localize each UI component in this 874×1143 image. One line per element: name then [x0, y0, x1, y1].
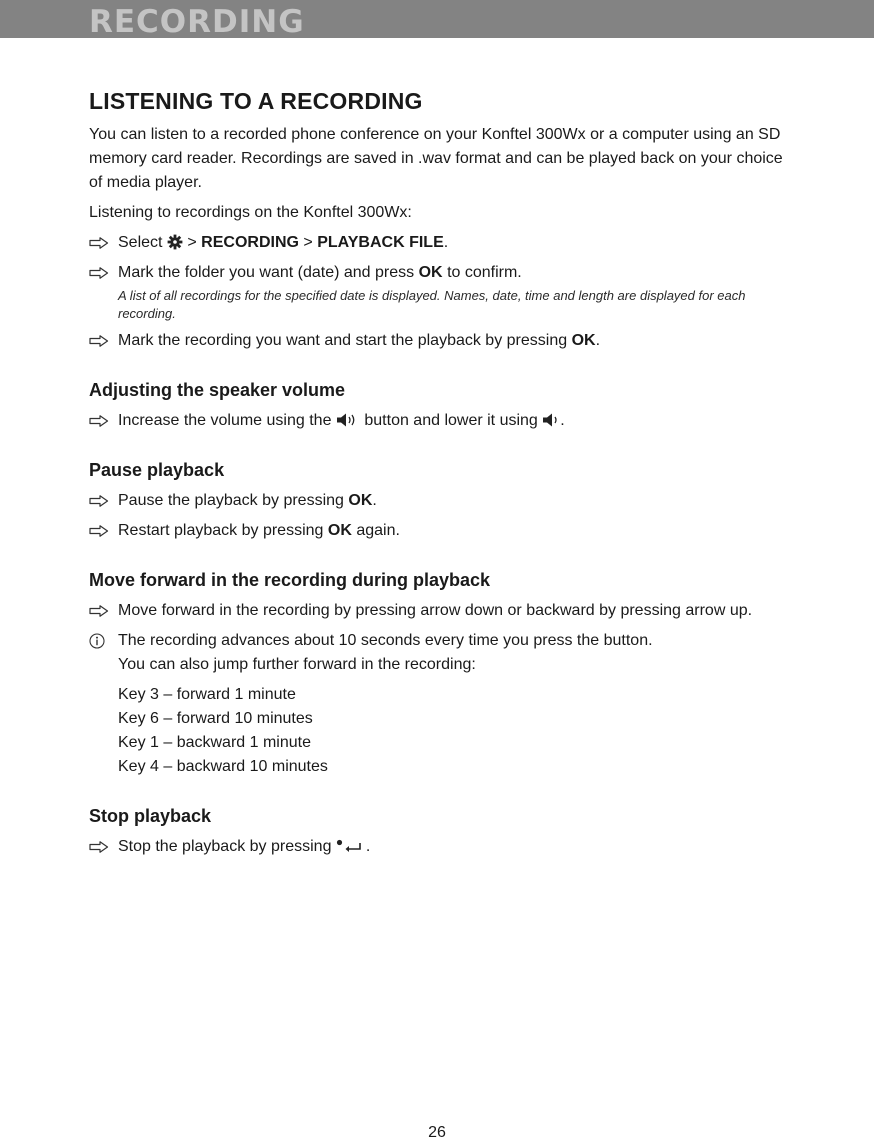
- step-text: Stop the playback by pressing: [118, 838, 332, 855]
- arrow-right-icon: [89, 841, 109, 853]
- step-text: Move forward in the recording by pressing arrow down or backward by pressing arrow up.: [118, 602, 753, 619]
- step-pause: [89, 489, 789, 513]
- step-text: button and lower it using: [364, 412, 538, 429]
- arrow-right-icon: [89, 335, 109, 347]
- volume-down-icon: [542, 412, 560, 428]
- ok-key: OK: [327, 522, 352, 539]
- header-bar: [0, 0, 874, 38]
- step-text: Mark the recording you want and start the playback by pressing: [118, 332, 568, 349]
- page-title: LISTENING TO A RECORDING: [89, 88, 423, 114]
- step-text: Restart playback by pressing: [118, 522, 324, 539]
- menu-recording: RECORDING: [201, 234, 299, 251]
- step-select-playback: [89, 231, 789, 255]
- info-text: The recording advances about 10 seconds every time you press the button.: [118, 632, 653, 649]
- step-text: Increase the volume using the: [118, 412, 332, 429]
- step-start-playback: [89, 329, 789, 353]
- step-stop: [89, 835, 789, 859]
- step-text: Select: [118, 234, 163, 251]
- section-heading-forward: Move forward in the recording during playback: [89, 570, 491, 590]
- info-text: You can also jump further forward in the recording:: [118, 656, 476, 673]
- key-list: [89, 683, 789, 779]
- main-content: [89, 85, 789, 859]
- arrow-right-icon: [89, 495, 109, 507]
- arrow-right-icon: [89, 605, 109, 617]
- step-punct: .: [365, 838, 371, 855]
- key-item: Key 1 – backward 1 minute: [118, 734, 311, 751]
- info-note: [89, 629, 789, 677]
- arrow-right-icon: [89, 415, 109, 427]
- ok-key: OK: [418, 264, 443, 281]
- page-number: 26: [428, 1124, 446, 1141]
- key-item: Key 4 – backward 10 minutes: [118, 758, 328, 775]
- section-heading-volume: Adjusting the speaker volume: [89, 380, 346, 400]
- menu-separator: >: [303, 234, 313, 251]
- intro-paragraph: You can listen to a recorded phone conference on your Konftel 300Wx or a computer using an SD memory card reader. Recordings are saved in .wav format and can be played back on your choice of media player.: [89, 126, 783, 191]
- step-mark-folder: [89, 261, 789, 285]
- step-punct: .: [372, 492, 377, 509]
- section-heading-pause: Pause playback: [89, 460, 225, 480]
- volume-up-icon: [336, 412, 360, 428]
- step-punct: .: [443, 234, 449, 251]
- intro-subtitle: Listening to recordings on the Konftel 300Wx:: [89, 204, 412, 221]
- step-text: Pause the playback by pressing: [118, 492, 344, 509]
- step-punct: .: [595, 332, 601, 349]
- arrow-right-icon: [89, 237, 109, 249]
- header-title: RECORDING: [89, 4, 305, 40]
- ok-key: OK: [571, 332, 596, 349]
- step-note: A list of all recordings for the specified date is displayed. Names, date, time and length are displayed for each recording.: [118, 288, 746, 321]
- step-restart: [89, 519, 789, 543]
- arrow-right-icon: [89, 525, 109, 537]
- step-text: Mark the folder you want (date) and press: [118, 264, 415, 281]
- back-key-icon: [336, 838, 366, 854]
- step-punct: .: [560, 412, 565, 429]
- ok-key: OK: [348, 492, 373, 509]
- step-text: to confirm.: [447, 264, 522, 281]
- key-item: Key 3 – forward 1 minute: [118, 686, 296, 703]
- step-forward: [89, 599, 789, 623]
- arrow-right-icon: [89, 267, 109, 279]
- info-icon: [89, 633, 105, 649]
- menu-playback-file: PLAYBACK FILE: [317, 234, 444, 251]
- key-item: Key 6 – forward 10 minutes: [118, 710, 313, 727]
- gear-icon: [167, 234, 183, 250]
- section-heading-stop: Stop playback: [89, 806, 212, 826]
- step-text: again.: [356, 522, 400, 539]
- step-volume: [89, 409, 789, 433]
- menu-separator: >: [187, 234, 197, 251]
